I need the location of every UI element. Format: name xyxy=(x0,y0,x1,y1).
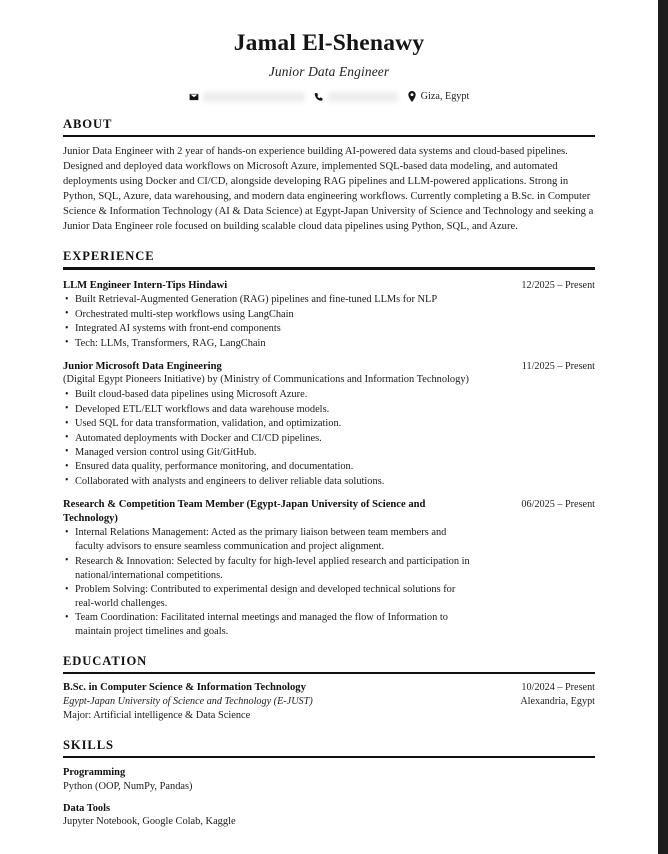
experience-dates: 06/2025 – Present xyxy=(521,499,595,511)
location-value: Giza, Egypt xyxy=(420,91,470,103)
section-divider xyxy=(63,267,595,269)
list-item: • Automated deployments with Docker and CI/CD pipelines. xyxy=(63,432,475,446)
experience-job-title: Junior Microsoft Data Engineering xyxy=(63,360,222,372)
list-item: • Problem Solving: Contributed to experimental design and developed technical solutions for real-world challenges. xyxy=(63,583,475,611)
experience-entry-header xyxy=(63,360,595,374)
experience-entry xyxy=(63,279,595,351)
list-item: • Research & Innovation: Selected by faculty for high-level applied research and participation in national/international competitions. xyxy=(63,555,475,583)
list-item: • Managed version control using Git/GitHub. xyxy=(63,446,475,460)
about-summary-text: Junior Data Engineer with 2 year of hands-on experience building AI-powered data systems and cloud-based pipelines. Designed and deployed data workflows on Microsoft Azure, implemented SQL-based data modeling, and automated deployments using Docker and CI/CD, alongside developing RAG pipelines and LLM-powered applications. Strong in Python, SQL, Azure, data warehousing, and modern data engineering workflows. Currently completing a B.Sc. in Computer Science & Information Technology (AI & Data Science) at Egypt-Japan University of Science and Technology and seeking a Junior Data Engineer role focused on building scalable cloud data pipelines using Python, SQL, and Azure. xyxy=(63,146,594,233)
education-entry xyxy=(63,681,595,723)
list-item: • Used SQL for data transformation, validation, and optimization. xyxy=(63,417,475,431)
experience-dates: 11/2025 – Present xyxy=(521,361,595,373)
list-item: • Built Retrieval-Augmented Generation (RAG) pipelines and fine-tuned LLMs for NLP xyxy=(63,293,475,307)
section-education xyxy=(63,654,595,723)
skill-values: Python (OOP, NumPy, Pandas) xyxy=(63,780,193,792)
section-title-experience: EXPERIENCE xyxy=(63,249,155,264)
list-item: • Ensured data quality, performance monitoring, and documentation. xyxy=(63,460,475,474)
education-meta xyxy=(520,681,595,709)
section-divider xyxy=(63,672,595,674)
list-item: • Integrated AI systems with front-end components xyxy=(63,322,475,336)
candidate-job-title: Junior Data Engineer xyxy=(268,64,390,80)
page-right-edge-strip xyxy=(658,0,668,854)
list-item: • Tech: LLMs, Transformers, RAG, LangChain xyxy=(63,337,475,351)
experience-bullet-list xyxy=(63,526,595,639)
envelope-icon xyxy=(189,92,199,102)
section-title-education: EDUCATION xyxy=(63,654,148,669)
experience-entry xyxy=(63,360,595,489)
education-degree: B.Sc. in Computer Science & Information Technology xyxy=(63,682,306,694)
experience-job-title: LLM Engineer Intern-Tips Hindawi xyxy=(63,279,228,291)
experience-organization: (Digital Egypt Pioneers Initiative) by (Ministry of Communications and Information Technology) xyxy=(63,374,469,386)
list-item: • Collaborated with analysts and engineers to deliver reliable data solutions. xyxy=(63,475,475,489)
education-location: Alexandria, Egypt xyxy=(520,696,595,708)
map-pin-icon xyxy=(407,91,417,102)
experience-entry-header xyxy=(63,498,595,526)
skill-group xyxy=(63,766,595,793)
list-item: • Orchestrated multi-step workflows using LangChain xyxy=(63,308,475,322)
phone-value-redacted xyxy=(328,92,398,102)
phone-icon xyxy=(314,92,324,102)
email-value-redacted xyxy=(203,92,305,102)
candidate-name: Jamal El-Shenawy xyxy=(233,30,425,56)
education-details xyxy=(63,681,506,723)
contact-email[interactable] xyxy=(189,92,305,102)
section-divider xyxy=(63,756,595,758)
section-title-skills: SKILLS xyxy=(63,738,114,753)
section-title-about: ABOUT xyxy=(63,117,113,132)
list-item: • Developed ETL/ELT workflows and data warehouse models. xyxy=(63,403,475,417)
experience-dates: 12/2025 – Present xyxy=(521,280,595,292)
skill-category: Programming xyxy=(63,767,126,779)
resume-header xyxy=(63,0,595,102)
section-skills xyxy=(63,738,595,829)
experience-entry-header xyxy=(63,279,595,293)
skill-group xyxy=(63,802,595,829)
section-about xyxy=(63,117,595,234)
list-item: • Internal Relations Management: Acted as the primary liaison between team members and faculty advisors to ensure seamless communication and project alignment. xyxy=(63,526,475,554)
contact-row xyxy=(63,91,595,102)
education-major: Major: Artificial intelligence & Data Science xyxy=(63,710,251,721)
experience-bullet-list xyxy=(63,293,595,350)
section-experience xyxy=(63,249,595,639)
experience-entry xyxy=(63,498,595,640)
list-item: • Built cloud-based data pipelines using Microsoft Azure. xyxy=(63,388,475,402)
section-divider xyxy=(63,135,595,137)
skill-values: Jupyter Notebook, Google Colab, Kaggle xyxy=(63,816,236,828)
experience-job-title: Research & Competition Team Member (Egypt-Japan University of Science and Technology) xyxy=(63,498,426,524)
education-school: Egypt-Japan University of Science and Technology (E-JUST) xyxy=(63,696,313,708)
contact-location xyxy=(407,91,470,102)
list-item: • Team Coordination: Facilitated internal meetings and managed the flow of Information to maintain project timelines and goals. xyxy=(63,611,475,639)
experience-bullet-list xyxy=(63,388,595,489)
education-dates: 10/2024 – Present xyxy=(521,682,595,694)
contact-phone[interactable] xyxy=(314,92,398,102)
skill-category: Data Tools xyxy=(63,802,111,814)
